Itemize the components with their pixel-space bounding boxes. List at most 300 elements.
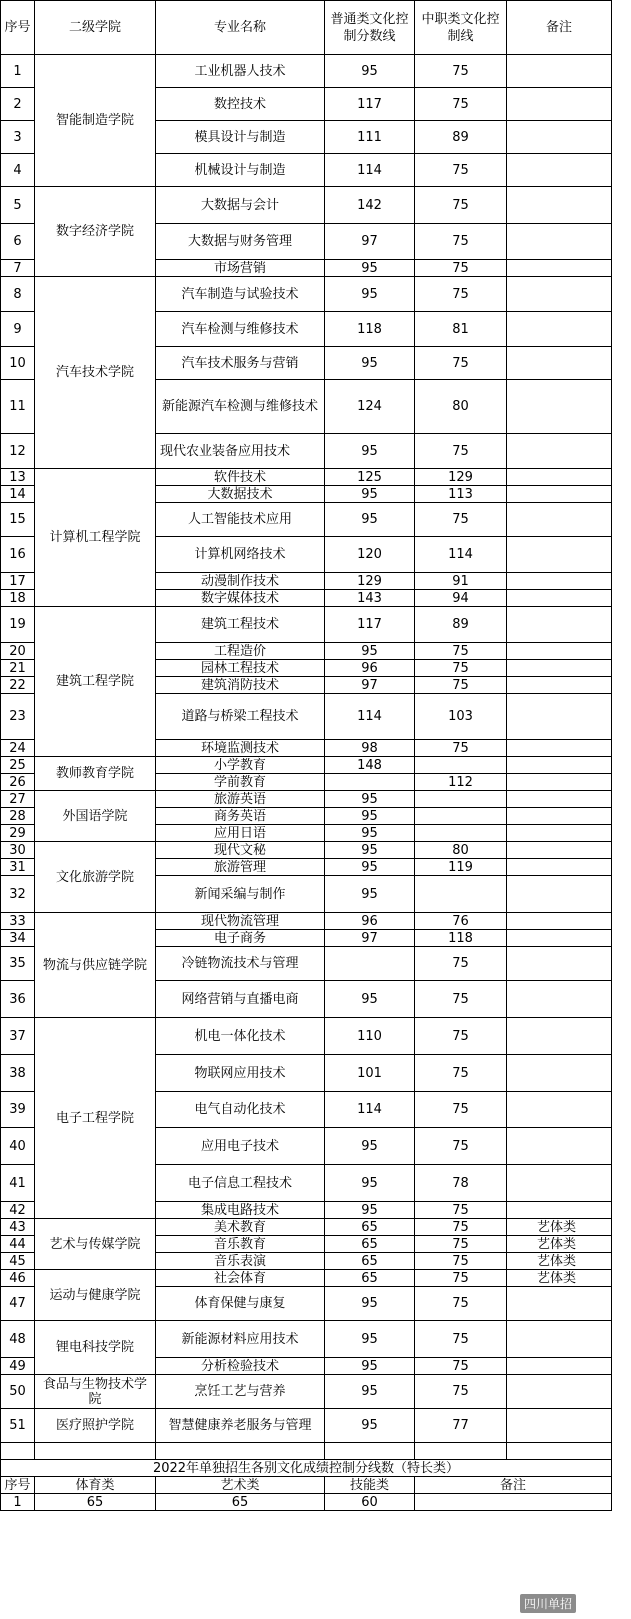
vocational-score: 119 <box>415 859 507 876</box>
blank-cell <box>156 1443 325 1460</box>
remark <box>507 825 612 842</box>
special-cell: 技能类 <box>325 1477 415 1494</box>
table-row <box>1 277 612 312</box>
row-seq: 16 <box>1 537 35 573</box>
major-name: 新能源汽车检测与维修技术 <box>156 380 325 434</box>
major-name: 电子商务 <box>156 930 325 947</box>
vocational-score: 75 <box>415 260 507 277</box>
remark <box>507 1128 612 1165</box>
vocational-score: 129 <box>415 469 507 486</box>
watermark: 四川单招 <box>520 1594 576 1613</box>
remark <box>507 1358 612 1375</box>
vocational-score: 75 <box>415 1018 507 1055</box>
row-seq: 11 <box>1 380 35 434</box>
row-seq: 29 <box>1 825 35 842</box>
regular-score: 95 <box>325 260 415 277</box>
header-seq: 序号 <box>1 1 35 55</box>
regular-score: 95 <box>325 347 415 380</box>
remark <box>507 224 612 260</box>
row-seq: 26 <box>1 774 35 791</box>
major-name: 大数据技术 <box>156 486 325 503</box>
vocational-score: 75 <box>415 1092 507 1128</box>
remark <box>507 808 612 825</box>
major-name: 音乐教育 <box>156 1236 325 1253</box>
blank-cell <box>415 1443 507 1460</box>
college-name: 艺术与传媒学院 <box>35 1219 156 1270</box>
table-row <box>1 1018 612 1055</box>
special-cell: 体育类 <box>35 1477 156 1494</box>
special-header-row <box>1 1477 612 1494</box>
header-major: 专业名称 <box>156 1 325 55</box>
vocational-score <box>415 791 507 808</box>
remark <box>507 121 612 154</box>
college-name: 数字经济学院 <box>35 187 156 277</box>
remark <box>507 573 612 590</box>
vocational-score: 75 <box>415 277 507 312</box>
table-row <box>1 187 612 224</box>
regular-score: 95 <box>325 1165 415 1202</box>
vocational-score: 75 <box>415 1375 507 1409</box>
major-name: 新闻采编与制作 <box>156 876 325 913</box>
regular-score: 95 <box>325 1287 415 1321</box>
regular-score: 95 <box>325 842 415 859</box>
special-title-row <box>1 1460 612 1477</box>
remark <box>507 1287 612 1321</box>
vocational-score: 112 <box>415 774 507 791</box>
regular-score: 95 <box>325 486 415 503</box>
regular-score: 117 <box>325 88 415 121</box>
major-name: 现代文秘 <box>156 842 325 859</box>
regular-score: 95 <box>325 859 415 876</box>
vocational-score: 89 <box>415 121 507 154</box>
regular-score: 95 <box>325 643 415 660</box>
table-row <box>1 469 612 486</box>
remark <box>507 1055 612 1092</box>
regular-score <box>325 774 415 791</box>
row-seq: 3 <box>1 121 35 154</box>
regular-score: 97 <box>325 677 415 694</box>
remark <box>507 913 612 930</box>
remark <box>507 486 612 503</box>
row-seq: 24 <box>1 740 35 757</box>
regular-score: 98 <box>325 740 415 757</box>
regular-score: 114 <box>325 154 415 187</box>
row-seq: 50 <box>1 1375 35 1409</box>
college-name: 汽车技术学院 <box>35 277 156 469</box>
college-name: 电子工程学院 <box>35 1018 156 1219</box>
remark <box>507 380 612 434</box>
regular-score: 95 <box>325 1321 415 1358</box>
vocational-score: 103 <box>415 694 507 740</box>
regular-score: 95 <box>325 825 415 842</box>
row-seq: 13 <box>1 469 35 486</box>
major-name: 现代物流管理 <box>156 913 325 930</box>
row-seq: 23 <box>1 694 35 740</box>
vocational-score: 75 <box>415 643 507 660</box>
college-name: 外国语学院 <box>35 791 156 842</box>
regular-score: 95 <box>325 434 415 469</box>
vocational-score: 77 <box>415 1409 507 1443</box>
major-name: 计算机网络技术 <box>156 537 325 573</box>
major-name: 电气自动化技术 <box>156 1092 325 1128</box>
vocational-score <box>415 757 507 774</box>
special-data-row <box>1 1494 612 1511</box>
vocational-score: 89 <box>415 607 507 643</box>
remark <box>507 1092 612 1128</box>
remark <box>507 643 612 660</box>
major-name: 集成电路技术 <box>156 1202 325 1219</box>
row-seq: 41 <box>1 1165 35 1202</box>
remark <box>507 757 612 774</box>
regular-score: 129 <box>325 573 415 590</box>
blank-cell <box>507 1443 612 1460</box>
special-cell: 60 <box>325 1494 415 1511</box>
remark <box>507 677 612 694</box>
blank-cell <box>35 1443 156 1460</box>
regular-score: 142 <box>325 187 415 224</box>
row-seq: 6 <box>1 224 35 260</box>
major-name: 数字媒体技术 <box>156 590 325 607</box>
special-cell: 65 <box>35 1494 156 1511</box>
vocational-score: 75 <box>415 677 507 694</box>
vocational-score: 80 <box>415 842 507 859</box>
major-name: 小学教育 <box>156 757 325 774</box>
vocational-score: 75 <box>415 1202 507 1219</box>
regular-score: 101 <box>325 1055 415 1092</box>
row-seq: 15 <box>1 503 35 537</box>
row-seq: 5 <box>1 187 35 224</box>
row-seq: 4 <box>1 154 35 187</box>
college-name: 文化旅游学院 <box>35 842 156 913</box>
remark <box>507 469 612 486</box>
row-seq: 45 <box>1 1253 35 1270</box>
row-seq: 37 <box>1 1018 35 1055</box>
remark <box>507 1321 612 1358</box>
table-row <box>1 757 612 774</box>
regular-score: 97 <box>325 224 415 260</box>
special-title: 2022年单独招生各别文化成绩控制分线数（特长类） <box>1 1460 612 1477</box>
vocational-score: 75 <box>415 88 507 121</box>
row-seq: 42 <box>1 1202 35 1219</box>
regular-score: 125 <box>325 469 415 486</box>
regular-score: 95 <box>325 503 415 537</box>
regular-score: 95 <box>325 277 415 312</box>
remark <box>507 740 612 757</box>
college-name: 运动与健康学院 <box>35 1270 156 1321</box>
vocational-score: 75 <box>415 503 507 537</box>
vocational-score: 75 <box>415 1219 507 1236</box>
regular-score: 95 <box>325 55 415 88</box>
remark <box>507 503 612 537</box>
row-seq: 7 <box>1 260 35 277</box>
college-name: 医疗照护学院 <box>35 1409 156 1443</box>
vocational-score: 75 <box>415 660 507 677</box>
special-cell: 65 <box>156 1494 325 1511</box>
vocational-score: 75 <box>415 1236 507 1253</box>
remark <box>507 774 612 791</box>
vocational-score: 75 <box>415 981 507 1018</box>
regular-score: 95 <box>325 808 415 825</box>
remark <box>507 434 612 469</box>
remark <box>507 312 612 347</box>
regular-score: 65 <box>325 1253 415 1270</box>
special-cell: 序号 <box>1 1477 35 1494</box>
vocational-score <box>415 808 507 825</box>
regular-score: 95 <box>325 876 415 913</box>
major-name: 汽车技术服务与营销 <box>156 347 325 380</box>
college-name: 物流与供应链学院 <box>35 913 156 1018</box>
row-seq: 38 <box>1 1055 35 1092</box>
row-seq: 47 <box>1 1287 35 1321</box>
major-name: 人工智能技术应用 <box>156 503 325 537</box>
major-name: 冷链物流技术与管理 <box>156 947 325 981</box>
major-name: 应用日语 <box>156 825 325 842</box>
remark <box>507 1375 612 1409</box>
vocational-score: 113 <box>415 486 507 503</box>
remark <box>507 1409 612 1443</box>
regular-score: 148 <box>325 757 415 774</box>
row-seq: 39 <box>1 1092 35 1128</box>
row-seq: 30 <box>1 842 35 859</box>
major-name: 机电一体化技术 <box>156 1018 325 1055</box>
table-row <box>1 55 612 88</box>
regular-score: 120 <box>325 537 415 573</box>
major-name: 电子信息工程技术 <box>156 1165 325 1202</box>
regular-score: 96 <box>325 660 415 677</box>
table-row <box>1 1375 612 1409</box>
major-name: 物联网应用技术 <box>156 1055 325 1092</box>
header-remark: 备注 <box>507 1 612 55</box>
remark <box>507 842 612 859</box>
vocational-score: 75 <box>415 55 507 88</box>
vocational-score: 75 <box>415 1270 507 1287</box>
table-row <box>1 1321 612 1358</box>
major-name: 数控技术 <box>156 88 325 121</box>
vocational-score: 75 <box>415 434 507 469</box>
remark <box>507 981 612 1018</box>
remark <box>507 660 612 677</box>
regular-score: 95 <box>325 1128 415 1165</box>
remark <box>507 88 612 121</box>
major-name: 建筑工程技术 <box>156 607 325 643</box>
row-seq: 35 <box>1 947 35 981</box>
special-cell <box>415 1494 612 1511</box>
major-name: 大数据与财务管理 <box>156 224 325 260</box>
header-regular: 普通类文化控制分数线 <box>325 1 415 55</box>
table-row <box>1 607 612 643</box>
remark <box>507 1018 612 1055</box>
remark <box>507 260 612 277</box>
major-name: 园林工程技术 <box>156 660 325 677</box>
vocational-score: 114 <box>415 537 507 573</box>
row-seq: 34 <box>1 930 35 947</box>
table-row <box>1 1270 612 1287</box>
row-seq: 9 <box>1 312 35 347</box>
row-seq: 32 <box>1 876 35 913</box>
remark <box>507 859 612 876</box>
row-seq: 33 <box>1 913 35 930</box>
remark <box>507 154 612 187</box>
row-seq: 25 <box>1 757 35 774</box>
college-name: 食品与生物技术学院 <box>35 1375 156 1409</box>
college-name: 建筑工程学院 <box>35 607 156 757</box>
major-name: 旅游英语 <box>156 791 325 808</box>
row-seq: 21 <box>1 660 35 677</box>
row-seq: 8 <box>1 277 35 312</box>
major-name: 软件技术 <box>156 469 325 486</box>
regular-score: 95 <box>325 981 415 1018</box>
major-name: 机械设计与制造 <box>156 154 325 187</box>
major-name: 工业机器人技术 <box>156 55 325 88</box>
special-cell: 艺术类 <box>156 1477 325 1494</box>
regular-score: 110 <box>325 1018 415 1055</box>
special-cell: 1 <box>1 1494 35 1511</box>
table-row <box>1 1409 612 1443</box>
remark: 艺体类 <box>507 1270 612 1287</box>
row-seq: 27 <box>1 791 35 808</box>
remark <box>507 537 612 573</box>
row-seq: 22 <box>1 677 35 694</box>
regular-score: 114 <box>325 1092 415 1128</box>
row-seq: 48 <box>1 1321 35 1358</box>
major-name: 动漫制作技术 <box>156 573 325 590</box>
row-seq: 40 <box>1 1128 35 1165</box>
major-name: 建筑消防技术 <box>156 677 325 694</box>
remark <box>507 277 612 312</box>
regular-score: 95 <box>325 1375 415 1409</box>
vocational-score: 76 <box>415 913 507 930</box>
table-row <box>1 791 612 808</box>
regular-score: 143 <box>325 590 415 607</box>
major-name: 音乐表演 <box>156 1253 325 1270</box>
row-seq: 31 <box>1 859 35 876</box>
regular-score: 96 <box>325 913 415 930</box>
row-seq: 20 <box>1 643 35 660</box>
major-name: 汽车制造与试验技术 <box>156 277 325 312</box>
table-row <box>1 913 612 930</box>
regular-score: 97 <box>325 930 415 947</box>
major-name: 分析检验技术 <box>156 1358 325 1375</box>
major-name: 新能源材料应用技术 <box>156 1321 325 1358</box>
table-row <box>1 1219 612 1236</box>
score-table-body <box>1 1 612 1511</box>
vocational-score: 75 <box>415 947 507 981</box>
major-name: 旅游管理 <box>156 859 325 876</box>
remark <box>507 590 612 607</box>
major-name: 体育保健与康复 <box>156 1287 325 1321</box>
remark <box>507 694 612 740</box>
major-name: 环境监测技术 <box>156 740 325 757</box>
row-seq: 46 <box>1 1270 35 1287</box>
vocational-score: 75 <box>415 1128 507 1165</box>
row-seq: 36 <box>1 981 35 1018</box>
vocational-score: 75 <box>415 740 507 757</box>
vocational-score: 75 <box>415 154 507 187</box>
remark <box>507 347 612 380</box>
vocational-score: 75 <box>415 1253 507 1270</box>
remark <box>507 791 612 808</box>
major-name: 烹饪工艺与营养 <box>156 1375 325 1409</box>
header-college: 二级学院 <box>35 1 156 55</box>
row-seq: 17 <box>1 573 35 590</box>
major-name: 模具设计与制造 <box>156 121 325 154</box>
remark <box>507 1165 612 1202</box>
major-name: 工程造价 <box>156 643 325 660</box>
regular-score: 95 <box>325 1409 415 1443</box>
major-name: 商务英语 <box>156 808 325 825</box>
regular-score: 95 <box>325 791 415 808</box>
vocational-score: 118 <box>415 930 507 947</box>
vocational-score <box>415 825 507 842</box>
row-seq: 14 <box>1 486 35 503</box>
remark <box>507 947 612 981</box>
remark <box>507 55 612 88</box>
row-seq: 19 <box>1 607 35 643</box>
vocational-score: 94 <box>415 590 507 607</box>
remark <box>507 1202 612 1219</box>
special-cell: 备注 <box>415 1477 612 1494</box>
regular-score: 65 <box>325 1270 415 1287</box>
college-name: 智能制造学院 <box>35 55 156 187</box>
regular-score: 95 <box>325 1358 415 1375</box>
blank-row <box>1 1443 612 1460</box>
regular-score: 117 <box>325 607 415 643</box>
major-name: 汽车检测与维修技术 <box>156 312 325 347</box>
college-name: 锂电科技学院 <box>35 1321 156 1375</box>
row-seq: 43 <box>1 1219 35 1236</box>
major-name: 美术教育 <box>156 1219 325 1236</box>
regular-score: 65 <box>325 1219 415 1236</box>
blank-cell <box>325 1443 415 1460</box>
table-row <box>1 842 612 859</box>
header-row <box>1 1 612 55</box>
remark <box>507 187 612 224</box>
regular-score: 111 <box>325 121 415 154</box>
remark: 艺体类 <box>507 1236 612 1253</box>
blank-cell <box>1 1443 35 1460</box>
remark: 艺体类 <box>507 1219 612 1236</box>
vocational-score: 75 <box>415 224 507 260</box>
remark <box>507 876 612 913</box>
vocational-score: 75 <box>415 1358 507 1375</box>
major-name: 市场营销 <box>156 260 325 277</box>
vocational-score: 75 <box>415 187 507 224</box>
college-name: 计算机工程学院 <box>35 469 156 607</box>
row-seq: 28 <box>1 808 35 825</box>
vocational-score: 80 <box>415 380 507 434</box>
vocational-score: 75 <box>415 1287 507 1321</box>
regular-score: 114 <box>325 694 415 740</box>
vocational-score: 91 <box>415 573 507 590</box>
major-name: 智慧健康养老服务与管理 <box>156 1409 325 1443</box>
row-seq: 51 <box>1 1409 35 1443</box>
vocational-score: 75 <box>415 347 507 380</box>
regular-score <box>325 947 415 981</box>
major-name: 网络营销与直播电商 <box>156 981 325 1018</box>
vocational-score: 81 <box>415 312 507 347</box>
row-seq: 1 <box>1 55 35 88</box>
vocational-score: 78 <box>415 1165 507 1202</box>
regular-score: 118 <box>325 312 415 347</box>
vocational-score <box>415 876 507 913</box>
regular-score: 95 <box>325 1202 415 1219</box>
row-seq: 12 <box>1 434 35 469</box>
major-name: 道路与桥梁工程技术 <box>156 694 325 740</box>
vocational-score: 75 <box>415 1055 507 1092</box>
regular-score: 124 <box>325 380 415 434</box>
major-name: 现代农业装备应用技术 <box>156 434 325 469</box>
major-name: 应用电子技术 <box>156 1128 325 1165</box>
